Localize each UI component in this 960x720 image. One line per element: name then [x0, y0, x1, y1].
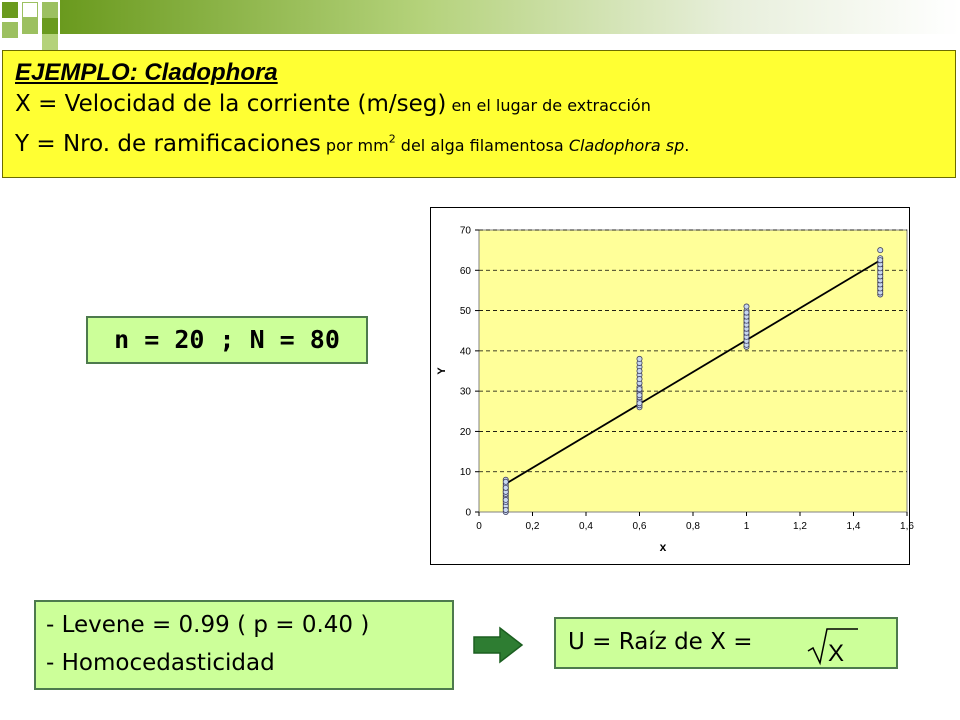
data-point	[503, 507, 508, 512]
x-tick-label: 0	[476, 521, 482, 532]
data-point	[637, 401, 642, 406]
x-definition	[15, 91, 651, 117]
sqrt-radicand: X	[828, 640, 845, 667]
decor-square	[42, 2, 58, 18]
homoscedasticity-label: - Homocedasticidad	[46, 650, 275, 676]
transform-label: U = Raíz de X =	[568, 629, 753, 655]
data-point	[637, 387, 642, 392]
y-definition-main: Y = Nro. de ramificaciones	[15, 131, 321, 157]
square-root-icon	[806, 623, 860, 667]
decor-square	[2, 22, 18, 38]
scatter-chart	[430, 207, 914, 565]
levene-box	[34, 600, 454, 690]
data-point	[744, 304, 749, 309]
y-definition-end: .	[684, 136, 690, 155]
x-definition-detail: en el lugar de extracción	[446, 96, 651, 115]
y-definition-detail-a: por mm	[320, 136, 389, 155]
data-point	[503, 485, 508, 490]
x-tick-label: 0,4	[579, 521, 593, 532]
y-tick-label: 20	[459, 426, 471, 438]
y-tick-label: 0	[465, 507, 471, 519]
y-tick-label: 30	[459, 386, 471, 398]
data-point	[878, 248, 883, 253]
y-definition	[15, 131, 689, 157]
title-box	[2, 50, 956, 178]
x-tick-label: 0,8	[686, 521, 700, 532]
example-title: EJEMPLO: Cladophora	[15, 59, 278, 86]
y-tick-label: 10	[459, 467, 471, 479]
levene-result: - Levene = 0.99 ( p = 0.40 )	[46, 612, 370, 638]
y-tick-label: 40	[459, 346, 471, 358]
top-decor-bar	[60, 0, 960, 34]
y-tick-label: 70	[459, 225, 471, 237]
data-point	[637, 368, 642, 373]
x-tick-label: 1,4	[846, 521, 861, 532]
decor-square	[22, 18, 38, 34]
transform-box	[554, 617, 898, 669]
x-tick-label: 1,2	[793, 521, 807, 532]
y-definition-species: Cladophora sp	[568, 136, 685, 155]
data-point	[744, 310, 749, 315]
x-tick-label: 1,6	[900, 521, 914, 532]
x-tick-label: 0,2	[525, 521, 540, 532]
data-point	[637, 393, 642, 398]
data-point	[503, 497, 508, 502]
decor-square	[42, 34, 58, 50]
chart-svg	[431, 208, 914, 564]
sample-size-box: n = 20 ; N = 80	[86, 316, 368, 364]
data-point	[503, 479, 508, 484]
x-axis-label: x	[659, 540, 667, 554]
y-definition-detail-b: del alga filamentosa	[395, 136, 569, 155]
x-definition-main: X = Velocidad de la corriente (m/seg)	[15, 91, 447, 117]
data-point	[637, 356, 642, 361]
decor-square	[42, 18, 58, 34]
x-tick-label: 1	[743, 521, 750, 532]
decor-square	[2, 2, 18, 18]
y-axis-label: Y	[436, 367, 448, 375]
decor-square	[22, 2, 38, 18]
data-point	[878, 258, 883, 263]
y-definition-superscript: 2	[388, 132, 396, 146]
right-arrow-icon	[472, 626, 524, 664]
data-point	[637, 376, 642, 381]
y-tick-label: 50	[459, 306, 471, 318]
x-tick-label: 0,6	[632, 521, 647, 532]
y-tick-label: 60	[459, 265, 471, 277]
